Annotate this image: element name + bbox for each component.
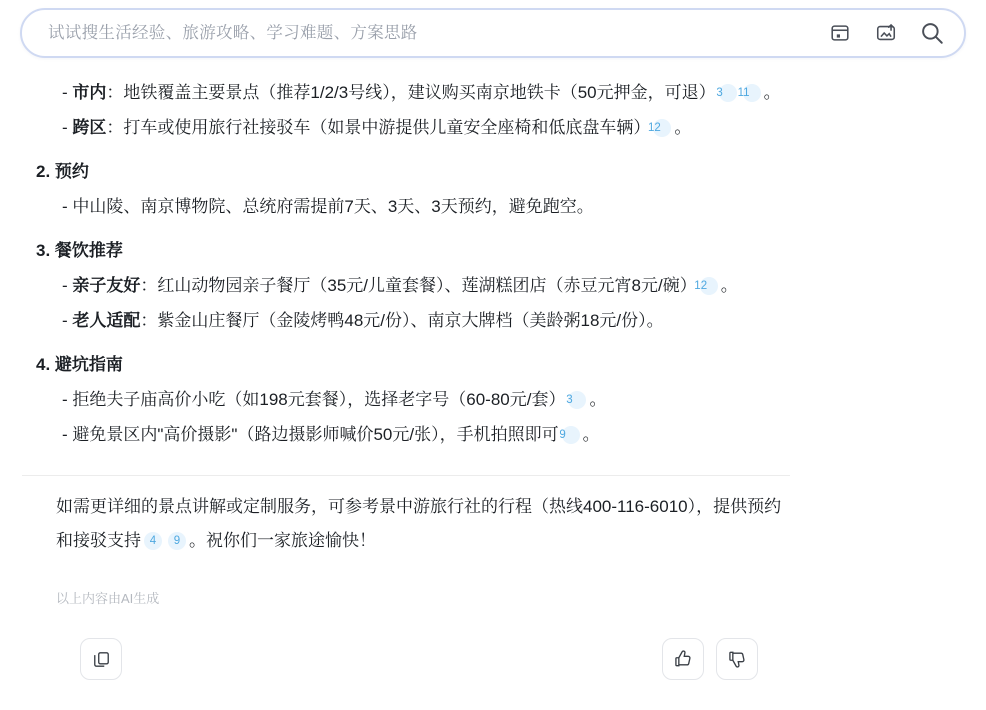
citation-ref[interactable]: 3 bbox=[719, 84, 737, 102]
copy-button[interactable] bbox=[80, 638, 122, 680]
citation-ref[interactable]: 4 bbox=[144, 532, 162, 550]
list-item bbox=[62, 383, 802, 418]
calendar-icon[interactable] bbox=[826, 19, 854, 47]
list-item-label: 老人适配 bbox=[72, 310, 141, 330]
citation-ref[interactable]: 11 bbox=[743, 84, 761, 102]
answer-action-bar bbox=[56, 626, 824, 686]
list-item-text: ：地铁覆盖主要景点（推荐1/2/3号线），建议购买南京地铁卡（50元押金，可退） bbox=[106, 83, 716, 102]
list-item-tail: 。 bbox=[589, 390, 607, 410]
thumbs-down-icon bbox=[727, 649, 747, 669]
list-item-tail: 。 bbox=[720, 276, 738, 296]
closing-text-after: 。祝你们一家旅途愉快！ bbox=[189, 530, 376, 550]
image-upload-icon[interactable] bbox=[872, 19, 900, 47]
section-heading: 3. 餐饮推荐 bbox=[36, 240, 123, 260]
section-heading: 2. 预约 bbox=[36, 161, 89, 181]
bullet-dash: - bbox=[62, 196, 73, 216]
bullet-dash: - bbox=[62, 424, 73, 444]
list-item-label: 亲子友好 bbox=[72, 276, 141, 296]
search-input[interactable] bbox=[46, 23, 816, 44]
list-item-label: 跨区 bbox=[72, 117, 107, 137]
divider bbox=[22, 475, 790, 476]
bullet-dash: - bbox=[62, 390, 73, 410]
closing-paragraph bbox=[56, 490, 796, 558]
list-item-tail: 。 bbox=[763, 83, 781, 102]
search-actions bbox=[826, 19, 946, 47]
citation-ref[interactable]: 3 bbox=[568, 391, 586, 409]
list-item-text: 拒绝夫子庙高价小吃（如198元套餐），选择老字号（60-80元/套） bbox=[72, 390, 566, 410]
bullet-dash: - bbox=[62, 117, 73, 137]
list-item bbox=[62, 111, 802, 146]
list-item bbox=[62, 418, 802, 453]
list-item-text: 中山陵、南京博物院、总统府需提前7天、3天、3天预约，避免跑空。 bbox=[72, 196, 594, 216]
list-item bbox=[62, 269, 802, 304]
ai-generated-note: 以上内容由AI生成 bbox=[56, 590, 160, 606]
citation-ref[interactable]: 9 bbox=[562, 426, 580, 444]
list-item-tail: 。 bbox=[582, 424, 600, 444]
list-item-label: 市内 bbox=[72, 83, 107, 102]
list-item-text: ：红山动物园亲子餐厅（35元/儿童套餐）、莲湖糕团店（赤豆元宵8元/碗） bbox=[140, 276, 697, 296]
search-bar-container bbox=[0, 0, 986, 66]
closing-text-before: 如需更详细的景点讲解或定制服务，可参考景中游旅行社的行程（热线400-116-6010），提供预约和接驳支持 bbox=[56, 496, 782, 550]
citation-ref[interactable]: 9 bbox=[168, 532, 186, 550]
answer-body bbox=[22, 76, 962, 612]
list-item-text: ：紫金山庄餐厅（金陵烤鸭48元/份）、南京大牌档（美龄粥18元/份）。 bbox=[140, 310, 664, 330]
list-item bbox=[62, 304, 802, 339]
thumbs-up-icon bbox=[673, 649, 693, 669]
bullet-dash: - bbox=[62, 310, 73, 330]
list-item bbox=[62, 190, 802, 225]
citation-ref[interactable]: 12 bbox=[653, 119, 671, 137]
list-item-tail: 。 bbox=[674, 117, 692, 137]
search-bar[interactable] bbox=[20, 8, 966, 58]
like-button[interactable] bbox=[662, 638, 704, 680]
citation-ref[interactable]: 12 bbox=[700, 277, 718, 295]
list-item bbox=[62, 76, 802, 111]
section-heading: 4. 避坑指南 bbox=[36, 354, 123, 374]
bullet-dash: - bbox=[62, 276, 73, 296]
list-item-text: ：打车或使用旅行社接驳车（如景中游提供儿童安全座椅和低底盘车辆） bbox=[106, 117, 651, 137]
bullet-dash: - bbox=[62, 83, 73, 102]
dislike-button[interactable] bbox=[716, 638, 758, 680]
copy-icon bbox=[92, 650, 111, 669]
answer-panel bbox=[22, 66, 962, 612]
answer-content bbox=[0, 66, 986, 710]
list-item-text: 避免景区内"高价摄影"（路边摄影师喊价50元/张），手机拍照即可 bbox=[72, 424, 559, 444]
search-icon[interactable] bbox=[918, 19, 946, 47]
